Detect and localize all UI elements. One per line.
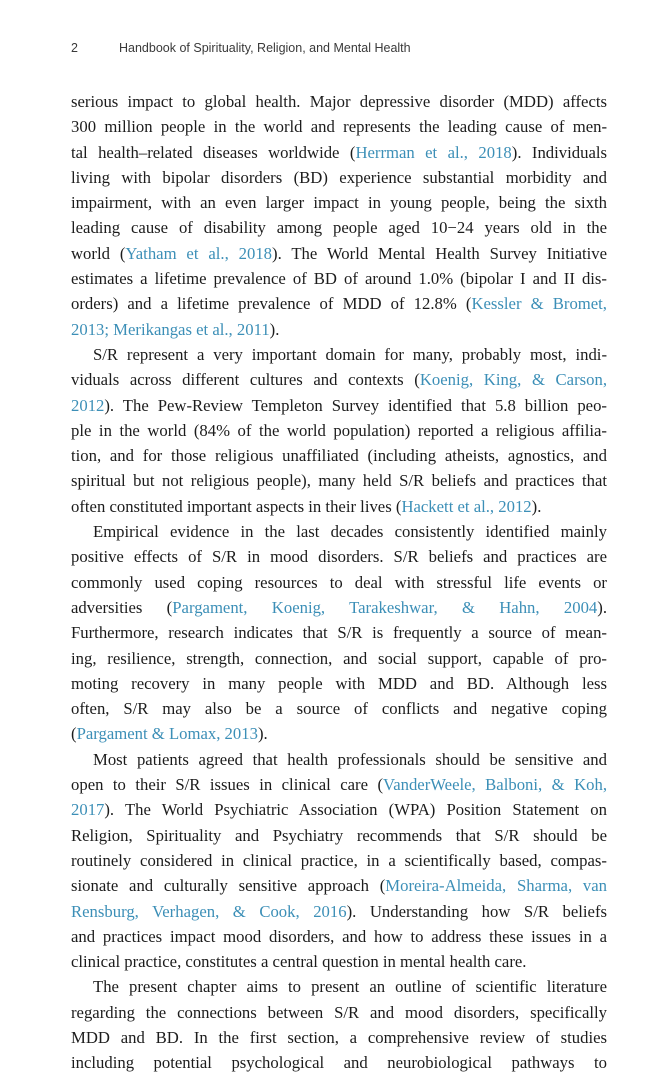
citation-link[interactable]: 2012 — [71, 395, 105, 415]
text-run: tion, and for those religious unaffiliated (including atheists, agnostics, and — [71, 446, 607, 466]
text-run: ). — [269, 319, 280, 339]
text-run: ( — [71, 724, 77, 744]
text-line — [71, 266, 607, 291]
text-run: 300 million people in the world and represents the leading cause of men- — [71, 117, 607, 137]
text-line — [71, 418, 607, 443]
text-line — [71, 89, 607, 114]
paragraph — [71, 519, 607, 747]
text-run: orders) and a lifetime prevalence of MDD of 12.8% ( — [71, 294, 472, 314]
text-run: often constituted important aspects in their lives ( — [71, 496, 402, 516]
text-run: positive effects of S/R in mood disorders. S/R beliefs and practices are — [71, 547, 607, 567]
text-line — [71, 367, 607, 392]
text-run: tal health–related diseases worldwide ( — [71, 142, 356, 162]
text-run: estimates a lifetime prevalence of BD of around 1.0% (bipolar I and II dis- — [71, 269, 607, 289]
text-run: ). Understanding how S/R beliefs — [346, 901, 607, 921]
citation-link[interactable]: Kessler & Bromet, — [471, 294, 607, 314]
text-line — [71, 570, 607, 595]
text-line — [71, 595, 607, 620]
text-line — [71, 797, 607, 822]
text-line — [71, 696, 607, 721]
text-line — [71, 494, 607, 519]
text-run: spiritual but not religious people), many held S/R beliefs and practices that — [71, 471, 607, 491]
paragraph — [71, 89, 607, 342]
text-line — [71, 671, 607, 696]
text-run: sionate and culturally sensitive approach ( — [71, 876, 386, 896]
text-line — [71, 393, 607, 418]
citation-link[interactable]: Yatham et al., 2018 — [125, 243, 273, 263]
text-line — [71, 165, 607, 190]
citation-link[interactable]: Rensburg, Verhagen, & Cook, 2016 — [71, 901, 347, 921]
text-run: ing, resilience, strength, connection, and social support, capable of pro- — [71, 648, 607, 668]
text-run: clinical practice, constitutes a central question in mental health care. — [71, 952, 527, 972]
paragraph — [71, 747, 607, 975]
text-line — [71, 873, 607, 898]
text-line — [71, 215, 607, 240]
text-run: ). — [531, 496, 542, 516]
text-line — [71, 544, 607, 569]
text-line — [71, 924, 607, 949]
citation-link[interactable]: VanderWeele, Balboni, & Koh, — [383, 775, 607, 795]
text-line — [71, 721, 607, 746]
text-line — [71, 468, 607, 493]
text-line — [71, 291, 607, 316]
running-title: Handbook of Spirituality, Religion, and Mental Health — [119, 41, 411, 55]
text-run: often, S/R may also be a source of conflicts and negative coping — [71, 699, 607, 719]
text-run: ). Individuals — [511, 142, 607, 162]
citation-link[interactable]: Moreira-Almeida, Sharma, van — [385, 876, 607, 896]
paragraph — [71, 342, 607, 519]
text-line — [71, 823, 607, 848]
text-line — [71, 241, 607, 266]
citation-link[interactable]: Herrman et al., 2018 — [355, 142, 512, 162]
text-run: ). The Pew-Review Templeton Survey identified that 5.8 billion peo- — [104, 395, 607, 415]
text-run: regarding the connections between S/R and mood disorders, specifically — [71, 1002, 607, 1022]
text-run: leading cause of disability among people aged 10−24 years old in the — [71, 218, 607, 238]
text-run: viduals across different cultures and contexts ( — [71, 370, 420, 390]
text-line — [71, 1025, 607, 1050]
text-run: Most patients agreed that health professionals should be sensitive and — [93, 749, 607, 769]
running-header — [71, 41, 611, 65]
citation-link[interactable]: Koenig, King, & Carson, — [419, 370, 607, 390]
text-line — [71, 317, 607, 342]
text-run: commonly used coping resources to deal with stressful life events or — [71, 572, 607, 592]
text-run: living with bipolar disorders (BD) experience substantial morbidity and — [71, 167, 607, 187]
citation-link[interactable]: Pargament & Lomax, 2013 — [76, 724, 258, 744]
citation-link[interactable]: 2017 — [71, 800, 105, 820]
text-line — [71, 848, 607, 873]
text-line — [71, 949, 607, 974]
text-run: Religion, Spirituality and Psychiatry recommends that S/R should be — [71, 825, 607, 845]
text-run: including potential psychological and neurobiological pathways to — [71, 1053, 607, 1073]
text-run: Furthermore, research indicates that S/R is frequently a source of mean- — [71, 623, 607, 643]
text-run: impairment, with an even larger impact in young people, being the sixth — [71, 193, 607, 213]
text-line — [71, 620, 607, 645]
text-run: ple in the world (84% of the world population) reported a religious affilia- — [71, 420, 607, 440]
text-run: world ( — [71, 243, 126, 263]
text-run: ). — [597, 597, 607, 617]
text-line — [71, 899, 607, 924]
text-run: and practices impact mood disorders, and how to address these issues in a — [71, 926, 607, 946]
page-number: 2 — [71, 41, 78, 55]
text-line — [71, 1000, 607, 1025]
text-run: serious impact to global health. Major depressive disorder (MDD) affects — [71, 92, 607, 111]
text-line — [71, 519, 607, 544]
text-run: ). The World Psychiatric Association (WPA) Position Statement on — [104, 800, 607, 820]
citation-link[interactable]: Pargament, Koenig, Tarakeshwar, & Hahn, 2004 — [172, 597, 598, 617]
citation-link[interactable]: Hackett et al., 2012 — [401, 496, 532, 516]
text-line — [71, 772, 607, 797]
text-line — [71, 1050, 607, 1075]
text-run: The present chapter aims to present an outline of scientific literature — [93, 977, 607, 997]
text-run: Empirical evidence in the last decades consistently identified mainly — [93, 522, 607, 542]
text-line — [71, 443, 607, 468]
text-line — [71, 140, 607, 165]
text-run: adversities ( — [71, 597, 173, 617]
citation-link[interactable]: 2013; Merikangas et al., 2011 — [71, 319, 270, 339]
text-line — [71, 190, 607, 215]
text-run: moting recovery in many people with MDD and BD. Although less — [71, 673, 607, 693]
text-line — [71, 114, 607, 139]
text-run: ). — [257, 724, 268, 744]
text-run: routinely considered in clinical practice, in a scientifically based, compas- — [71, 850, 607, 870]
text-run: open to their S/R issues in clinical care ( — [71, 775, 384, 795]
text-run: ). The World Mental Health Survey Initiative — [272, 243, 607, 263]
text-run: S/R represent a very important domain for many, probably most, indi- — [93, 344, 607, 364]
body-text — [71, 89, 607, 1076]
text-line — [71, 342, 607, 367]
paragraph — [71, 974, 607, 1075]
text-line — [71, 747, 607, 772]
text-line — [71, 974, 607, 999]
text-line — [71, 646, 607, 671]
text-run: MDD and BD. In the first section, a comprehensive review of studies — [71, 1027, 607, 1047]
